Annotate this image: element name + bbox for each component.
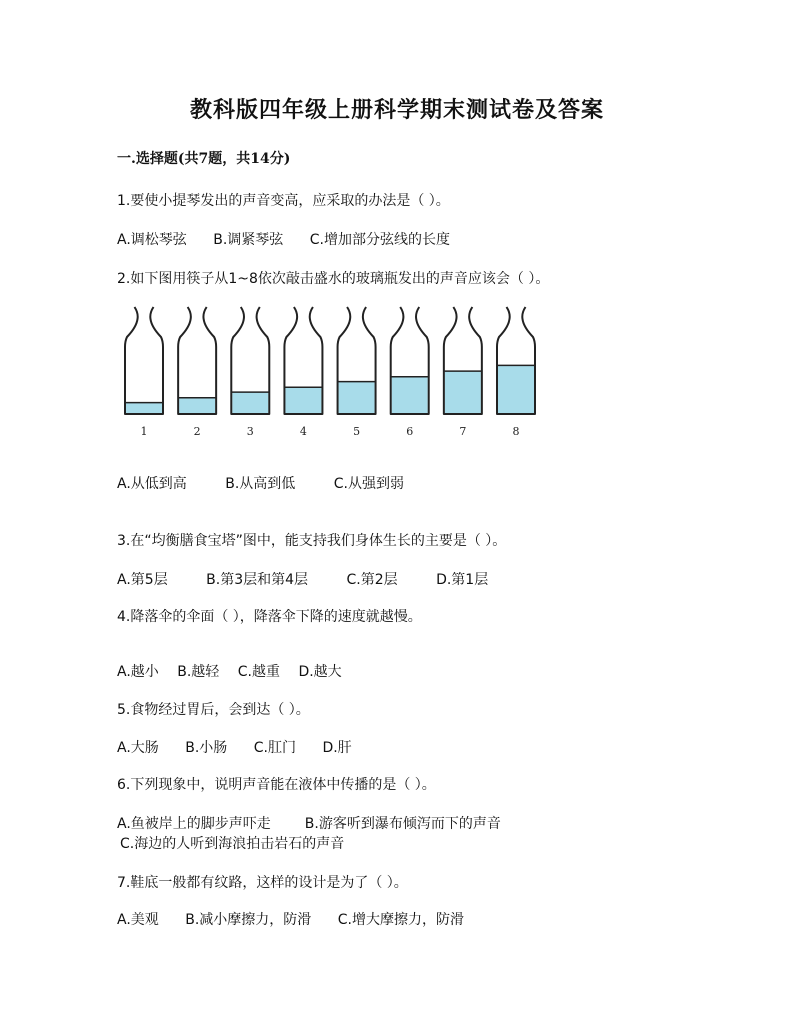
option-b: B.调紧琴弦 — [213, 232, 284, 248]
question-4: 4.降落伞的伞面（ ），降落伞下降的速度就越慢。 — [117, 609, 422, 625]
bottle-7 — [444, 307, 482, 438]
bottle-label: 3 — [246, 425, 254, 438]
question-7-options — [117, 909, 486, 929]
question-5-options — [117, 737, 374, 757]
question-7: 7.鞋底一般都有纹路，这样的设计是为了（ ）。 — [117, 875, 408, 891]
question-6-options — [117, 813, 523, 833]
option-b: B.减小摩擦力，防滑 — [185, 912, 312, 928]
option-b: B.游客听到瀑布倾泻而下的声音 — [304, 816, 501, 832]
page-title: 教科版四年级上册科学期末测试卷及答案 — [189, 97, 604, 123]
option-d: D.第1层 — [436, 572, 489, 588]
water-level — [285, 387, 321, 414]
water-bottles-figure — [117, 305, 537, 445]
question-6: 6.下列现象中，说明声音能在液体中传播的是（ ）。 — [117, 777, 436, 793]
bottle-8 — [497, 307, 535, 438]
option-a: A.从低到高 — [117, 476, 187, 492]
water-level — [232, 392, 268, 414]
bottle-label: 2 — [193, 425, 201, 438]
option-b: B.越轻 — [177, 664, 220, 680]
bottle-6 — [391, 307, 429, 438]
question-4-options — [117, 661, 356, 681]
option-a: A.美观 — [117, 912, 159, 928]
bottle-3 — [231, 307, 269, 438]
option-c: C.第2层 — [346, 572, 398, 588]
bottle-outline — [125, 307, 163, 414]
bottle-5 — [338, 307, 376, 438]
water-level — [445, 371, 481, 414]
water-level — [339, 382, 375, 414]
option-c: C.越重 — [237, 664, 280, 680]
bottle-label: 4 — [299, 425, 307, 438]
bottle-label: 8 — [512, 425, 520, 438]
option-b: B.从高到低 — [225, 476, 296, 492]
option-d: D.肝 — [322, 740, 352, 756]
option-c: C.海边的人听到海浪拍击岩石的声音 — [120, 836, 345, 852]
question-3: 3.在“均衡膳食宝塔”图中，能支持我们身体生长的主要是（ ）。 — [117, 533, 507, 549]
option-a: A.越小 — [117, 664, 159, 680]
option-a: A.调松琴弦 — [117, 232, 187, 248]
option-c: C.从强到弱 — [333, 476, 404, 492]
option-a: A.第5层 — [117, 572, 168, 588]
option-a: A.鱼被岸上的脚步声吓走 — [117, 816, 271, 832]
question-5: 5.食物经过胃后，会到达（ ）。 — [117, 702, 310, 718]
bottle-label: 5 — [353, 425, 361, 438]
option-d: D.越大 — [298, 664, 342, 680]
bottle-label: 7 — [459, 425, 467, 438]
question-2-options — [117, 473, 438, 493]
section-heading: 一.选择题(共7题，共14分) — [117, 151, 291, 167]
question-2: 2.如下图用筷子从1~8依次敲击盛水的玻璃瓶发出的声音应该会（ ）。 — [117, 271, 550, 287]
option-b: B.第3层和第4层 — [206, 572, 309, 588]
option-c: C.增加部分弦线的长度 — [309, 232, 450, 248]
question-3-options — [117, 569, 522, 589]
water-level — [392, 377, 428, 414]
option-a: A.大肠 — [117, 740, 159, 756]
bottle-2 — [178, 307, 216, 438]
question-6-options-line-2 — [120, 833, 366, 853]
question-1-options — [117, 229, 472, 249]
bottle-1 — [125, 307, 163, 438]
option-b: B.小肠 — [185, 740, 228, 756]
bottle-label: 6 — [406, 425, 414, 438]
water-level — [179, 398, 215, 414]
bottle-label: 1 — [140, 425, 148, 438]
question-1: 1.要使小提琴发出的声音变高，应采取的办法是（ ）。 — [117, 193, 450, 209]
bottle-4 — [284, 307, 322, 438]
option-c: C.肛门 — [253, 740, 296, 756]
water-level — [498, 365, 534, 414]
water-level — [126, 403, 162, 414]
option-c: C.增大摩擦力，防滑 — [337, 912, 464, 928]
